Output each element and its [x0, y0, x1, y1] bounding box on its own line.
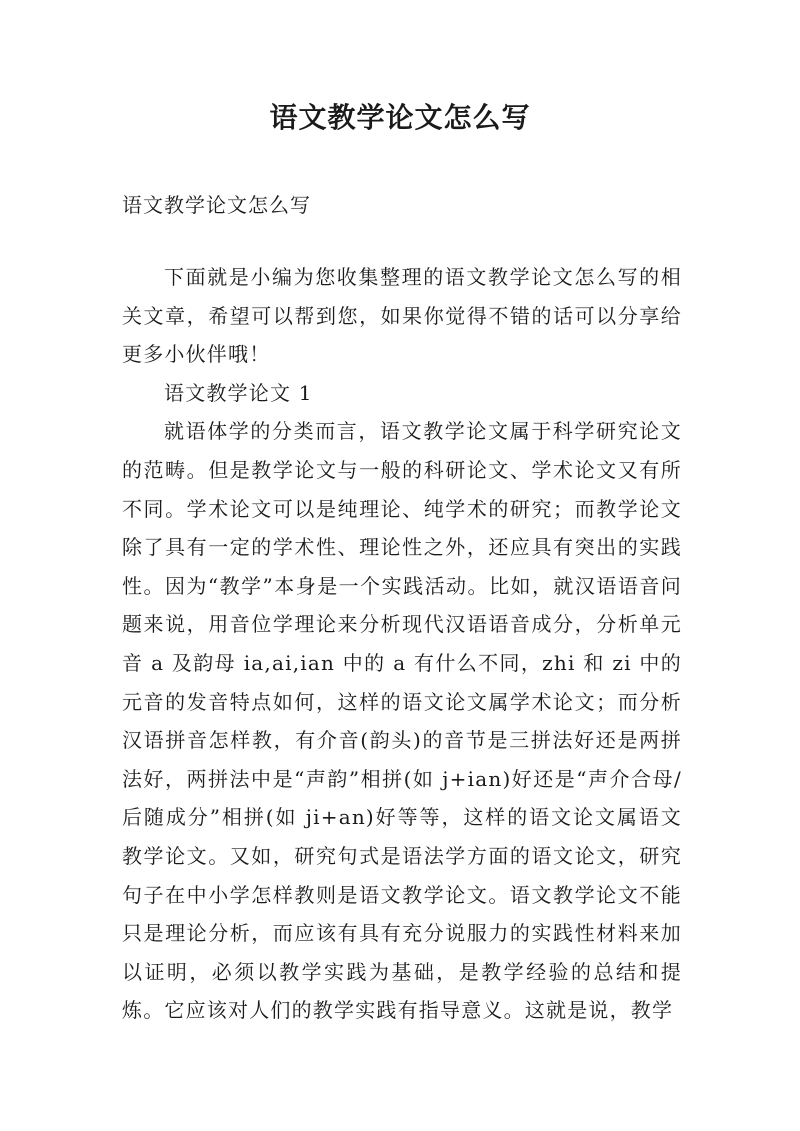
document-body — [122, 258, 682, 1030]
intro-paragraph: 下面就是小编为您收集整理的语文教学论文怎么写的相关文章，希望可以帮到您，如果你觉得不错的话可以分享给更多小伙伴哦！ — [122, 265, 682, 367]
body-paragraph: 就语体学的分类而言，语文教学论文属于科学研究论文的范畴。但是教学论文与一般的科研论文、学术论文又有所不同。学术论文可以是纯理论、纯学术的研究；而教学论文除了具有一定的学术性、理论性之外，还应具有突出的实践性。因为“教学”本身是一个实践活动。比如，就汉语语音问题来说，用音位学理论来分析现代汉语语音成分，分析单元音 a 及韵母 ia,ai,ian 中的 a 有什么不同，zhi 和 zi 中的元音的发音特点如何，这样的语文论文属学术论文；而分析汉语拼音怎样教，有介音(韵头)的音节是三拼法好还是两拼法好，两拼法中是“声韵”相拼(如 j+ian)好还是“声介合母/后随成分”相拼(如 ji+an)好等等，这样的语文论文属语文教学论文。又如，研究句式是语法学方面的语文论文，研究句子在中小学怎样教则是语文教学论文。语文教学论文不能只是理论分析，而应该有具有充分说服力的实践性材料来加以证明，必须以教学实践为基础，是教学经验的总结和提炼。它应该对人们的教学实践有指导意义。这就是说，教学 — [122, 419, 682, 1023]
section-heading: 语文教学论文 1 — [164, 380, 313, 405]
document-title: 语文教学论文怎么写 — [269, 101, 531, 134]
document-subtitle: 语文教学论文怎么写 — [122, 193, 311, 217]
